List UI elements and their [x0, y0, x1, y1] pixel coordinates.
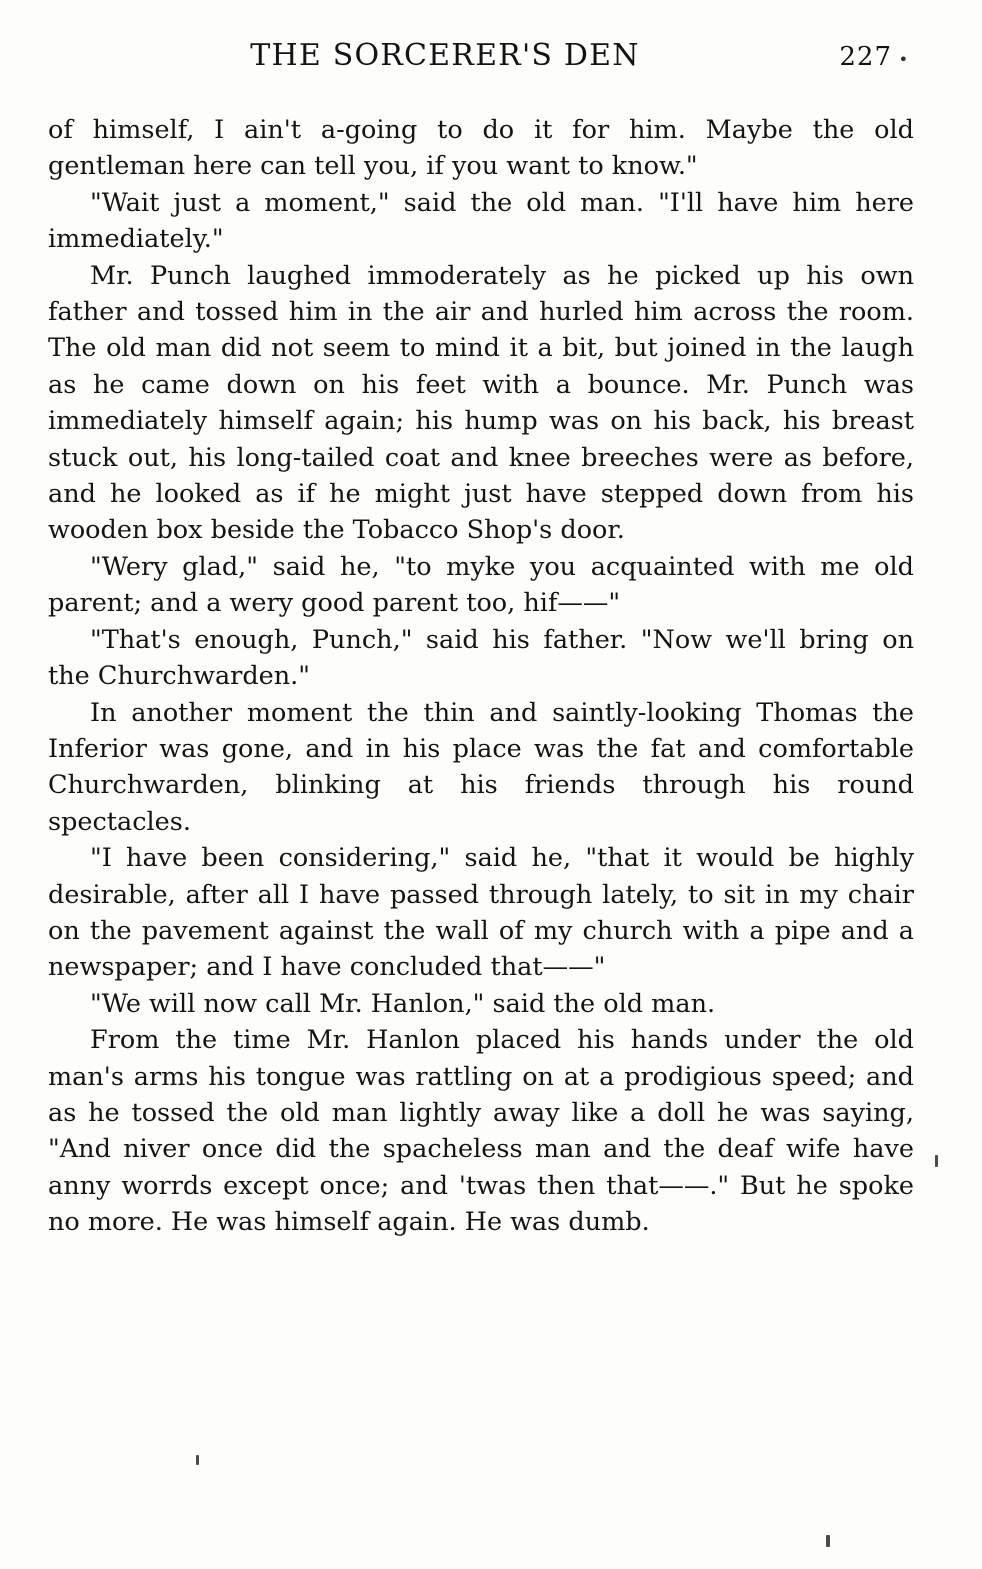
running-title: THE SORCERER'S DEN — [250, 38, 640, 73]
scan-speck — [935, 1155, 938, 1167]
paragraph: In another moment the thin and saintly-looking Thomas the Inferior was gone, and in his place was the fat and comfortable Churchwarden, blinking at his friends through his round spectacles. — [48, 697, 914, 837]
paragraph: From the time Mr. Hanlon placed his hands under the old man's arms his tongue was rattling on at a prodigious speed; and as he tossed the old man lightly away like a doll he was saying, "And niver once did the spacheless man and the deaf wife have anny worrds except once; and 'twas then that——." But he spoke no more. He was himself again. He was dumb. — [48, 1025, 914, 1238]
paragraph: "Wery glad," said he, "to myke you acquainted with me old parent; and a wery good parent too, hif——" — [48, 551, 914, 619]
paragraph: "That's enough, Punch," said his father. "Now we'll bring on the Churchwarden." — [48, 624, 914, 692]
scan-speck — [196, 1455, 199, 1465]
margin-mark-icon: • — [898, 50, 908, 69]
page-header — [50, 38, 930, 88]
paragraph: of himself, I ain't a-going to do it for him. Maybe the old gentleman here can tell you, if you want to know." — [48, 115, 914, 182]
paragraph: Mr. Punch laughed immoderately as he picked up his own father and tossed him in the air and hurled him across the room. The old man did not seem to mind it a bit, but joined in the laugh as he came down on his feet with a bounce. Mr. Punch was immediately himself again; his hump was on his back, his breast stuck out, his long-tailed coat and knee breeches were as before, and he looked as if he might just have stepped down from his wooden box beside the Tobacco Shop's door. — [48, 260, 914, 546]
paragraph: "I have been considering," said he, "that it would be highly desirable, after all I have passed through lately, to sit in my chair on the pavement against the wall of my church with a pipe and a newspaper; and I have concluded that——" — [48, 843, 914, 983]
page-body — [48, 112, 914, 1241]
paragraph: "Wait just a moment," said the old man. "I'll have him here immediately." — [48, 187, 914, 255]
page-number: 227 — [839, 42, 892, 72]
paragraph: "We will now call Mr. Hanlon," said the old man. — [90, 988, 716, 1019]
scan-speck — [826, 1535, 830, 1547]
